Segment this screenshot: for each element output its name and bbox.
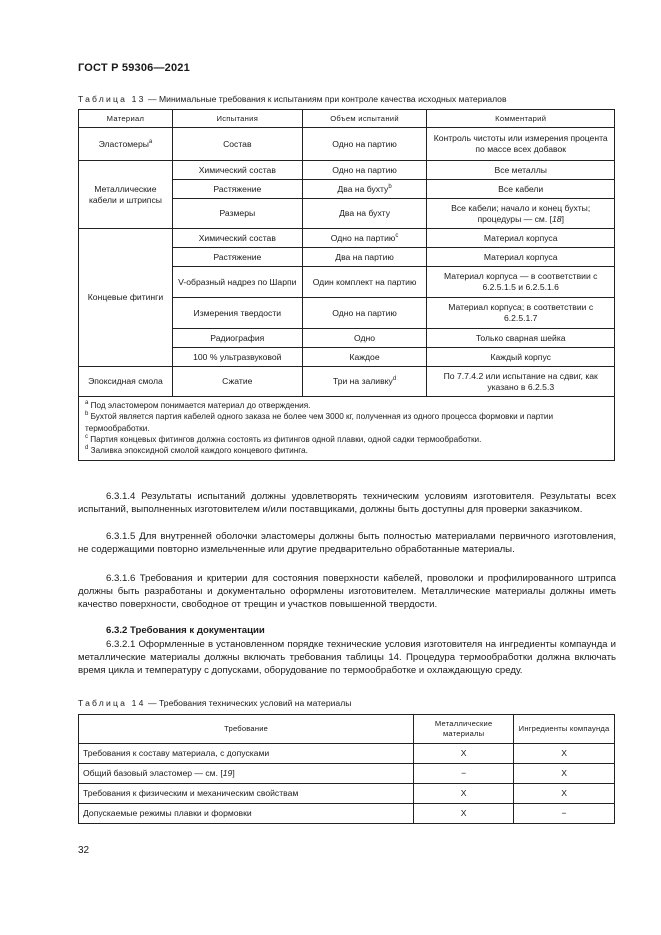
footnote-mark: a [148, 138, 153, 145]
volume-cell: Одно на партию [302, 128, 427, 161]
column-header: Испытания [172, 110, 302, 128]
comment-cell: Все кабели; начало и конец бухты; процедуры — см. [18] [427, 199, 615, 229]
volume-cell: Одно [302, 329, 427, 348]
footnote-mark: c [395, 232, 399, 239]
requirement-cell: Требования к составу материала, с допусками [79, 744, 414, 764]
volume-cell: Три на заливку$^d$ [302, 367, 427, 397]
test-cell: Радиография [172, 329, 302, 348]
test-cell: Растяжение [172, 180, 302, 199]
volume-cell: Два на бухту [302, 199, 427, 229]
metal-cell: X [414, 784, 514, 804]
column-header: Материал [79, 110, 173, 128]
footnote: $^b$ Бухтой является партия кабелей одного заказа не более чем 3000 кг, полученная из одного процесса формовки и партии термообработки. [85, 411, 554, 433]
table14-caption-label: Таблица 14 [78, 698, 146, 708]
table14-header-row [79, 715, 615, 744]
table-row [79, 764, 615, 784]
volume-cell: Одно на партию [302, 298, 427, 329]
table13 [78, 109, 615, 461]
table-row [79, 744, 615, 764]
paragraph-6-3-1-4: 6.3.1.4 Результаты испытаний должны удовлетворять техническим условиям изготовителя. Результаты всех испытаний, выполненных изготовителем и/или поставщиками, должны быть доступны для проверки заказчиком. [78, 491, 616, 516]
volume-cell: Одно на партию$^c$ [302, 229, 427, 248]
table13-caption-text: — Минимальные требования к испытаниям при контроле качества исходных материалов [145, 94, 507, 104]
table13-caption [78, 94, 507, 104]
footnote: $^a$ Под эластомером понимается материал до отверждения. [85, 400, 311, 410]
comment-cell: По 7.7.4.2 или испытание на сдвиг, как указано в 6.2.5.3 [427, 367, 615, 397]
footnote: $^c$ Партия концевых фитингов должна состоять из фитингов одной плавки, одной садки термообработки. [85, 433, 482, 444]
comment-cell: Материал корпуса [427, 229, 615, 248]
test-cell: V-образный надрез по Шарпи [172, 267, 302, 298]
table14-caption [78, 698, 351, 708]
requirement-cell: Требования к физическим и механическим свойствам [79, 784, 414, 804]
column-header: Металлические материалы [414, 715, 514, 744]
reference-link[interactable]: 18 [552, 213, 562, 224]
ingredient-cell: X [514, 744, 615, 764]
table14-caption-text: — Требования технических условий на материалы [145, 698, 352, 708]
paragraph-6-3-1-6: 6.3.1.6 Требования и критерии для состояния поверхности кабелей, проволоки и профилированного штрипса должны быть разработаны и документально оформлены изготовителем. Металлические материалы должны иметь качество поверхности, свободное от трещин и участков повышенной твердости. [78, 573, 616, 611]
volume-cell: Один комплект на партию [302, 267, 427, 298]
table-row [79, 367, 615, 397]
comment-cell: Каждый корпус [427, 348, 615, 367]
metal-cell: − [414, 764, 514, 784]
table-row [79, 229, 615, 248]
comment-cell: Материал корпуса; в соответствии с 6.2.5.1.7 [427, 298, 615, 329]
column-header: Требование [79, 715, 414, 744]
ingredient-cell: X [514, 784, 615, 804]
footnote: $^d$ Заливка эпоксидной смолой каждого концевого фитинга. [85, 445, 308, 456]
section-heading-6-3-2: 6.3.2 Требования к документации [106, 625, 265, 636]
material-cell: Эпоксидная смола [79, 367, 173, 397]
comment-cell: Все кабели [427, 180, 615, 199]
requirement-cell: Допускаемые режимы плавки и формовки [79, 804, 414, 824]
test-cell: Состав [172, 128, 302, 161]
table13-notes-row [79, 397, 615, 461]
paragraph-6-3-2-1: 6.3.2.1 Оформленные в установленном порядке технические условия изготовителя на ингредиенты компаунда и металлические материалы должны включать требования таблицы 14. Процедура термообработки должна включать время цикла и температуру с допусками, оборудование по термообработке и охлаждающую среду. [78, 639, 616, 677]
volume-cell: Одно на партию [302, 161, 427, 180]
table13-header-row [79, 110, 615, 128]
test-cell: Химический состав [172, 161, 302, 180]
requirement-cell: Общий базовый эластомер — см. [19] [79, 764, 414, 784]
ingredient-cell: − [514, 804, 615, 824]
volume-cell: Два на партию [302, 248, 427, 267]
document-header: ГОСТ Р 59306—2021 [78, 62, 190, 74]
comment-cell: Материал корпуса — в соответствии с 6.2.5.1.5 и 6.2.5.1.6 [427, 267, 615, 298]
column-header: Ингредиенты компаунда [514, 715, 615, 744]
table13-caption-label: Таблица 13 [78, 94, 146, 104]
material-cell: Концевые фитинги [79, 229, 173, 367]
test-cell: Измерения твердости [172, 298, 302, 329]
metal-cell: X [414, 744, 514, 764]
comment-cell: Все металлы [427, 161, 615, 180]
footnote-mark: d [392, 376, 397, 382]
page-number: 32 [78, 845, 90, 856]
table-row [79, 128, 615, 161]
column-header: Комментарий [427, 110, 615, 128]
column-header: Объем испытаний [302, 110, 427, 128]
test-cell: Сжатие [172, 367, 302, 397]
material-cell: Эластомеры$^a$ [79, 128, 173, 161]
paragraph-6-3-1-5: 6.3.1.5 Для внутренней оболочки эластомеры должны быть полностью материалами первичного изготовления, не содержащими повторно измельченные или другие предварительно обработанные материалы. [78, 531, 616, 556]
comment-cell: Материал корпуса [427, 248, 615, 267]
table-row [79, 161, 615, 180]
ingredient-cell: X [514, 764, 615, 784]
metal-cell: X [414, 804, 514, 824]
test-cell: Растяжение [172, 248, 302, 267]
table-row [79, 784, 615, 804]
material-cell: Металлические кабели и штрипсы [79, 161, 173, 229]
reference-link[interactable]: 19 [222, 768, 233, 778]
table-row [79, 804, 615, 824]
test-cell: Размеры [172, 199, 302, 229]
table13-notes [79, 397, 615, 461]
comment-cell: Контроль чистоты или измерения процента по массе всех добавок [427, 128, 615, 161]
table14 [78, 714, 615, 824]
footnote-mark: b [388, 183, 392, 190]
comment-cell: Только сварная шейка [427, 329, 615, 348]
test-cell: Химический состав [172, 229, 302, 248]
volume-cell: Два на бухту$^b$ [302, 180, 427, 199]
volume-cell: Каждое [302, 348, 427, 367]
test-cell: 100 % ультразвуковой [172, 348, 302, 367]
